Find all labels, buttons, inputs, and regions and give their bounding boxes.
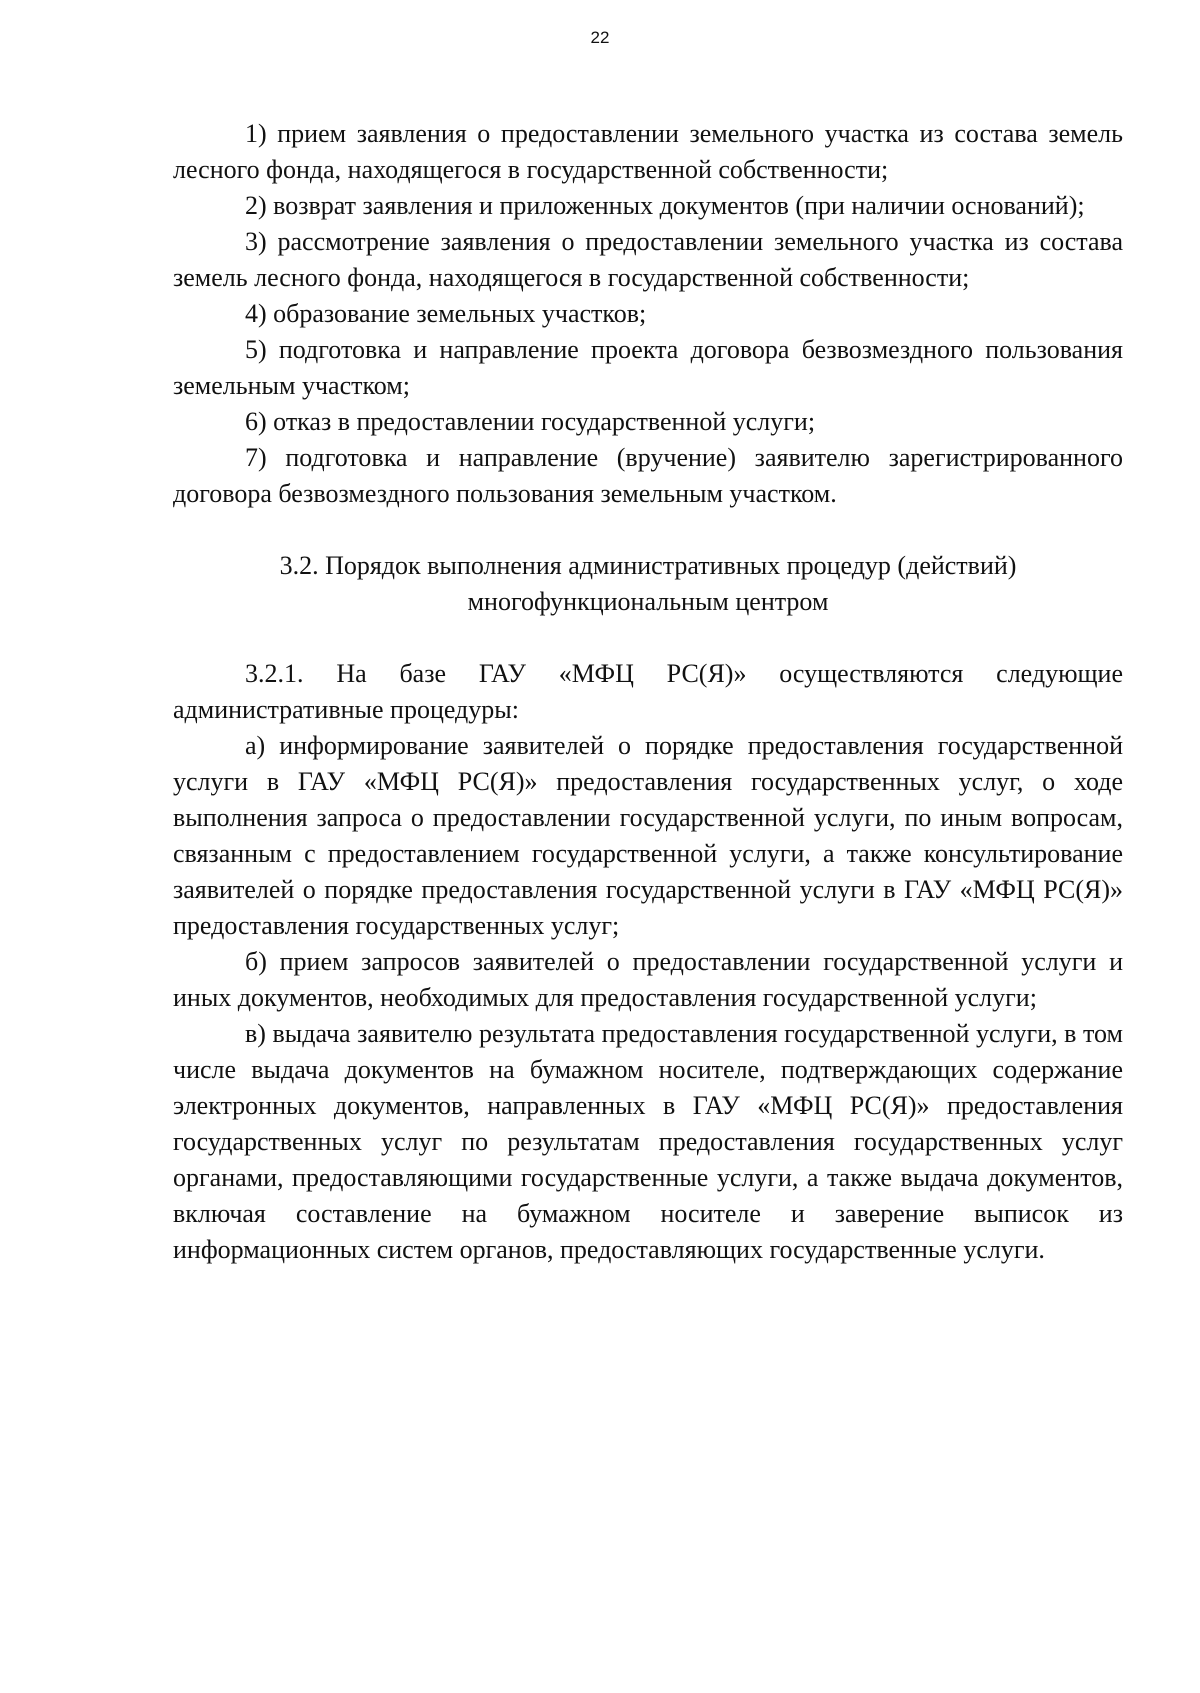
section-heading-line-2: многофункциональным центром <box>467 587 829 616</box>
paragraph: в) выдача заявителю результата предоставления государственной услуги, в том числе выдача документов на бумажном носителе, подтверждающих содержание электронных документов, направленных в ГАУ «МФЦ РС(Я)» предоставления государственных услуг по результатам предоставления государственных услуг органами, предоставляющими государственные услуги, а также выдача документов, включая составление на бумажном носителе и заверение выписок из информационных систем органов, предоставляющих государственные услуги. <box>173 1019 1123 1264</box>
paragraph: а) информирование заявителей о порядке предоставления государственной услуги в ГАУ «МФЦ РС(Я)» предоставления государственных услуг, о ходе выполнения запроса о предоставлении государственной услуги, по иным вопросам, связанным с предоставлением государственной услуги, а также консультирование заявителей о порядке предоставления государственной услуги в ГАУ «МФЦ РС(Я)» предоставления государственных услуг; <box>173 731 1123 940</box>
section-heading <box>173 548 1123 620</box>
section-heading-line-1: 3.2. Порядок выполнения административных процедур (действий) <box>279 551 1017 580</box>
list-item: 1) прием заявления о предоставлении земельного участка из состава земель лесного фонда, находящегося в государственной собственности; <box>173 119 1123 184</box>
list-item: 7) подготовка и направление (вручение) заявителю зарегистрированного договора безвозмездного пользования земельным участком. <box>173 443 1123 508</box>
list-item: 4) образование земельных участков; <box>245 299 647 328</box>
list-item: 5) подготовка и направление проекта договора безвозмездного пользования земельным участком; <box>173 335 1123 400</box>
document-body <box>173 116 1123 1268</box>
list-item: 2) возврат заявления и приложенных документов (при наличии оснований); <box>245 191 1085 220</box>
paragraph: б) прием запросов заявителей о предоставлении государственной услуги и иных документов, необходимых для предоставления государственной услуги; <box>173 947 1123 1012</box>
list-item: 6) отказ в предоставлении государственной услуги; <box>245 407 816 436</box>
paragraph: 3.2.1. На базе ГАУ «МФЦ РС(Я)» осуществляются следующие административные процедуры: <box>173 659 1123 724</box>
page-number: 22 <box>590 28 610 47</box>
list-item: 3) рассмотрение заявления о предоставлении земельного участка из состава земель лесного фонда, находящегося в государственной собственности; <box>173 227 1123 292</box>
